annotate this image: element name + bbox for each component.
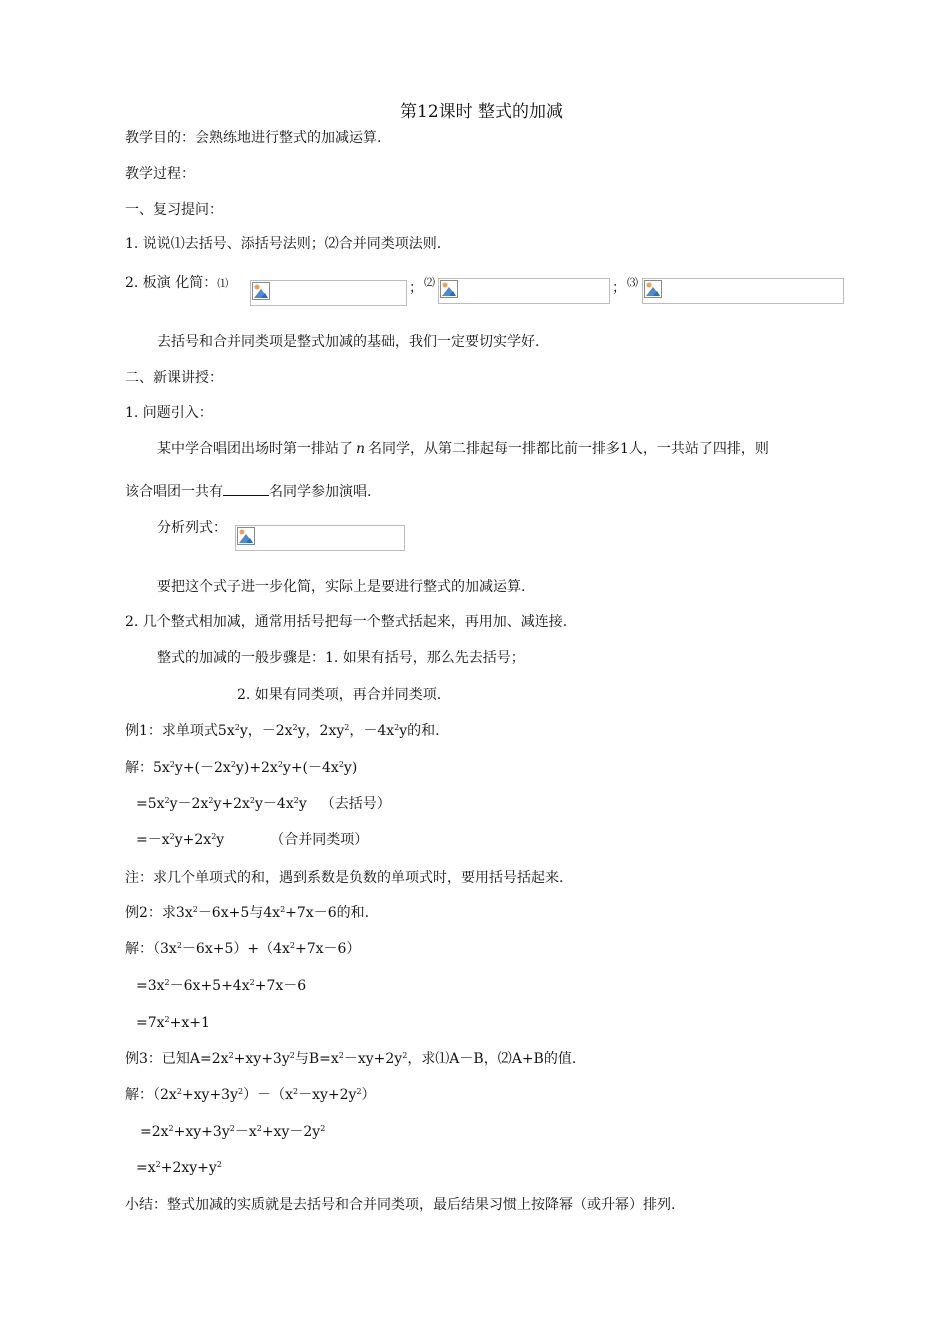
teaching-process: 教学过程： xyxy=(125,166,195,182)
example-2-solution-line-3 xyxy=(136,1014,210,1032)
exponent: 2 xyxy=(277,760,283,769)
section-new-lesson: 二、新课讲授： xyxy=(125,370,223,386)
exponent: 2 xyxy=(230,760,236,769)
ex3-q-part: 与B=x xyxy=(294,1051,339,1067)
ex1-s2-part: y+2x xyxy=(213,796,250,812)
exponent: 2 xyxy=(356,1087,362,1096)
steps-line-2: 2. 如果有同类项，再合并同类项. xyxy=(237,687,442,703)
ex1-s1-part: y) xyxy=(343,760,358,776)
exponent: 2 xyxy=(338,760,344,769)
ex2-s1-part: +7x－6） xyxy=(294,941,361,957)
ex1-q-part: 例1：求单项式5x xyxy=(125,723,235,739)
problem2-text-a: 该合唱团一共有 xyxy=(125,484,223,500)
exponent: 2 xyxy=(338,1051,344,1060)
ex1-q-part: y，2xy xyxy=(297,723,345,739)
note-simplify: 要把这个式子进一步化简，实际上是要进行整式的加减运算. xyxy=(157,579,526,595)
problem-text-a: 某中学合唱团出场时第一排站了 xyxy=(157,441,353,457)
q2-separator-1: ； xyxy=(409,280,423,296)
example-2-solution-line-1 xyxy=(125,940,360,958)
example-1-solution-line-1 xyxy=(125,759,357,777)
q2-prefix: 2. 板演 化简： xyxy=(125,275,218,291)
exponent: 2 xyxy=(280,905,286,914)
exponent: 2 xyxy=(249,796,255,805)
answer-blank xyxy=(223,482,269,496)
example-1-solution-line-2 xyxy=(136,795,391,813)
ex2-q-part: 例2：求3x xyxy=(125,905,193,921)
exponent: 2 xyxy=(344,723,350,732)
ex3-s3-part: +2xy+y xyxy=(160,1160,217,1176)
exponent: 2 xyxy=(169,832,175,841)
ex3-s2-part: +xy+3y xyxy=(173,1124,230,1140)
ex1-s2-part: y－4x xyxy=(255,796,294,812)
exponent: 2 xyxy=(292,723,298,732)
broken-image-icon xyxy=(237,527,255,545)
formula-image-3 xyxy=(642,278,844,304)
exponent: 2 xyxy=(208,796,214,805)
exponent: 2 xyxy=(320,1124,326,1133)
analysis-label: 分析列式： xyxy=(157,520,227,536)
exponent: 2 xyxy=(176,1087,182,1096)
exponent: 2 xyxy=(192,905,198,914)
ex2-s2-part: =3x xyxy=(136,978,165,994)
exponent: 2 xyxy=(229,1124,235,1133)
exponent: 2 xyxy=(164,796,170,805)
ex1-s2-part: y－2x xyxy=(169,796,209,812)
q2-marker-2: ⑵ xyxy=(424,276,435,289)
problem-text-b: 名同学，从第二排起每一排都比前一排多1人，一共站了四排，则 xyxy=(368,441,769,457)
exponent: 2 xyxy=(249,978,255,987)
example-1-question xyxy=(125,722,440,740)
ex1-s1-part: y+(－2x xyxy=(174,760,231,776)
exponent: 2 xyxy=(211,832,217,841)
exponent: 2 xyxy=(289,1051,295,1060)
q2-marker-3: ⑶ xyxy=(627,276,638,289)
exponent: 2 xyxy=(234,723,240,732)
ex3-s3-part: =x xyxy=(136,1160,156,1176)
formula-image-1 xyxy=(250,280,407,306)
ex2-q-part: +7x－6的和. xyxy=(285,905,370,921)
ex1-q-part: ，－4x xyxy=(349,723,395,739)
review-question-1: 1. 说说⑴去括号、添括号法则；⑵合并同类项法则. xyxy=(125,236,442,252)
note-basics: 去括号和合并同类项是整式加减的基础，我们一定要切实学好. xyxy=(157,334,540,350)
exponent: 2 xyxy=(402,1051,408,1060)
exponent: 2 xyxy=(164,978,170,987)
exponent: 2 xyxy=(293,796,299,805)
note-negative-coefficients: 注：求几个单项式的和，遇到系数是负数的单项式时，要用括号括起来. xyxy=(125,870,564,886)
example-3-solution-line-3 xyxy=(136,1159,222,1177)
exponent: 2 xyxy=(155,1160,161,1169)
exponent: 2 xyxy=(169,760,175,769)
ex1-s2-part: =5x xyxy=(136,796,165,812)
formula-image-2 xyxy=(438,278,610,304)
exponent: 2 xyxy=(228,1051,234,1060)
ex3-q-part: ，求⑴A－B，⑵A+B的值. xyxy=(407,1051,577,1067)
exponent: 2 xyxy=(168,1124,174,1133)
ex1-s1-part: y)+2x xyxy=(235,760,278,776)
exponent: 2 xyxy=(164,1015,170,1024)
example-2-question xyxy=(125,904,369,922)
example-2-solution-line-2 xyxy=(136,977,306,995)
ex1-s2-note: （去括号） xyxy=(320,796,391,812)
problem2-text-b: 名同学参加演唱. xyxy=(269,484,372,500)
example-1-solution-line-3 xyxy=(136,831,368,849)
ex3-q-part: 例3：已知A=2x xyxy=(125,1051,229,1067)
ex2-q-part: －6x+5与4x xyxy=(197,905,281,921)
analysis-formula-image xyxy=(235,525,405,551)
ex3-s2-part: =2x xyxy=(140,1124,169,1140)
ex3-s1-part: －xy+2y xyxy=(298,1087,357,1103)
ex2-s2-part: －6x+5+4x xyxy=(169,978,250,994)
q2-separator-2: ； xyxy=(612,280,626,296)
ex3-s2-part: +xy－2y xyxy=(261,1124,321,1140)
problem-text-line-2 xyxy=(125,482,371,501)
problem-text-line-1 xyxy=(157,440,769,458)
ex3-s1-part: ）－（x xyxy=(243,1087,293,1103)
example-3-solution-line-2 xyxy=(140,1123,325,1141)
ex1-s3-part: y+2x xyxy=(174,832,212,848)
ex1-s1-part: y+(－4x xyxy=(282,760,339,776)
ex1-s3-part: y xyxy=(216,832,225,848)
ex1-s3-note: （合并同类项） xyxy=(270,832,369,848)
broken-image-icon xyxy=(252,282,270,300)
point-2: 2. 几个整式相加减，通常用括号把每一个整式括起来，再用加、减连接. xyxy=(125,614,568,630)
exponent: 2 xyxy=(238,1087,244,1096)
review-question-2 xyxy=(125,274,228,293)
exponent: 2 xyxy=(289,941,295,950)
ex2-s1-part: －6x+5）+（4x xyxy=(181,941,290,957)
ex2-s1-part: 解：（3x xyxy=(125,941,177,957)
exponent: 2 xyxy=(176,941,182,950)
problem-intro-heading: 1. 问题引入： xyxy=(125,405,213,421)
ex3-s1-part: +xy+3y xyxy=(181,1087,238,1103)
ex2-s3-part: +x+1 xyxy=(169,1015,210,1031)
teaching-goal: 教学目的：会熟练地进行整式的加减运算. xyxy=(125,130,382,146)
variable-n: n xyxy=(356,441,366,457)
ex1-s2-part: y xyxy=(298,796,307,812)
ex1-s1-part: 解：5x xyxy=(125,760,170,776)
ex1-q-part: y的和. xyxy=(399,723,440,739)
ex3-s1-part: 解：（2x xyxy=(125,1087,177,1103)
q2-marker-1: ⑴ xyxy=(217,277,229,290)
section-review: 一、复习提问： xyxy=(125,202,223,218)
example-3-question xyxy=(125,1050,576,1068)
exponent: 2 xyxy=(216,1160,222,1169)
exponent: 2 xyxy=(256,1124,262,1133)
ex1-s3-part: =－x xyxy=(136,832,170,848)
ex3-q-part: －xy+2y xyxy=(343,1051,403,1067)
page-title: 第12课时 整式的加减 xyxy=(400,102,564,122)
ex2-s3-part: =7x xyxy=(136,1015,165,1031)
ex1-q-part: y，－2x xyxy=(239,723,293,739)
broken-image-icon xyxy=(644,280,662,298)
ex2-s2-part: +7x－6 xyxy=(254,978,307,994)
exponent: 2 xyxy=(394,723,400,732)
ex3-s1-part: ） xyxy=(361,1087,376,1103)
example-3-solution-line-1 xyxy=(125,1086,376,1104)
steps-line-1: 整式的加减的一般步骤是：1. 如果有括号，那么先去括号； xyxy=(157,650,525,666)
broken-image-icon xyxy=(440,280,458,298)
exponent: 2 xyxy=(293,1087,299,1096)
summary: 小结：整式加减的实质就是去括号和合并同类项，最后结果习惯上按降幂（或升幂）排列. xyxy=(125,1197,676,1213)
ex3-q-part: +xy+3y xyxy=(233,1051,290,1067)
ex3-s2-part: －x xyxy=(234,1124,257,1140)
